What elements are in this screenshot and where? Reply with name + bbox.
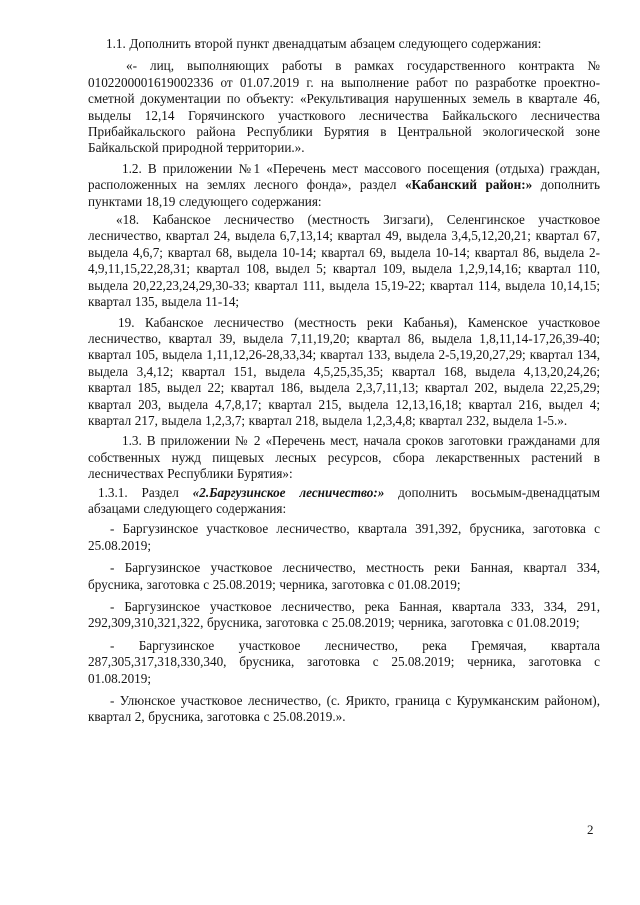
list-item-ulyunskoe: - Улюнское участковое лесничество, (с. Ярикто, граница с Курумканским районом), квартал 2, брусника, заготовка с 25.08.2019.».	[88, 693, 600, 725]
document-body	[88, 36, 600, 726]
paragraph-1-3-1-tail: дополнить восьмым-двенадцатым абзацами следующего содержания:	[88, 484, 601, 516]
list-item-barguzinskoe-3: - Баргузинское участковое лесничество, река Банная, квартала 333, 334, 291, 292,309,310,321,322, брусника, заготовка с 25.08.2019; черника, заготовка с 01.08.2019;	[88, 599, 600, 631]
paragraph-item-19: 19. Кабанское лесничество (местность реки Кабанья), Каменское участковое лесничество, квартал 39, выдела 7,11,19,20; квартал 86, выдела 1,8,11,14-17,26,39-40; квартал 105, выдела 1,11,12,26-28,33,34; квартал 133, выдела 2-5,19,20,27,29; квартал 134, выдела 3,4,12; квартал 151, выдела 4,5,25,35,35; квартал 168, выдела 4,13,20,24,26; квартал 185, выдел 22; квартал 186, выдела 2,3,7,11,13; квартал 202, выдела 22,25,29; квартал 203, выдела 4,7,8,17; квартал 215, выдела 12,13,16,18; квартал 216, выдел 4; квартал 217, выдела 1,2,3,7; квартал 218, выдела 1,2,3,4,8; квартал 232, выдела 1-5.».	[88, 314, 600, 428]
paragraph-1-1: 1.1. Дополнить второй пункт двенадцатым абзацем следующего содержания:	[106, 36, 542, 51]
paragraph-1-2-lead: 1.2. В приложении №1 «Перечень мест массового посещения (отдыха) граждан, расположенных на землях лесного фонда», раздел	[88, 160, 600, 193]
list-item-barguzinskoe-2: - Баргузинское участковое лесничество, местность реки Банная, квартал 334, брусника, заготовка с 25.08.2019; черника, заготовка с 01.08.2019;	[88, 560, 600, 592]
list-item-barguzinskoe-4: - Баргузинское участковое лесничество, река Гремячая, квартала 287,305,317,318,330,340, брусника, заготовка с 25.08.2019; черника, заготовка с 01.08.2019;	[88, 637, 600, 686]
paragraph-1-2-tail: дополнить пунктами 18,19 следующего содержания:	[88, 177, 600, 209]
paragraph-contract-quote: «- лиц, выполняющих работы в рамках государственного контракта № 0102200001619002336 от 01.07.2019 г. на выполнение работ по разработке проектно-сметной документации по объекту: «Рекультивация нарушенных земель в квартале 46, выделы 12,14 Горячинского участкового лесничества Байкальского лесничества Прибайкальского района Республики Бурятия в Центральной экологической зоне Байкальской природной территории.».	[88, 58, 600, 156]
list-item-barguzinskoe-1: - Баргузинское участковое лесничество, квартала 391,392, брусника, заготовка с 25.08.2019;	[88, 521, 600, 553]
page-number: 2	[587, 822, 594, 837]
paragraph-1-3-1	[88, 485, 600, 518]
paragraph-item-18: «18. Кабанское лесничество (местность Зигзаги), Селенгинское участковое лесничество, квартал 24, выдела 6,7,13,14; квартал 49, выдела 3,4,5,12,20,21; квартал 67, выдела 4,6,7; квартал 68, выдела 10-14; квартал 69, выдела 10-14; квартал 86, выдела 2-4,9,11,15,22,28,31; квартал 108, выдел 5; квартал 109, выдела 1,2,9,14,16; квартал 110, выдела 20,22,23,24,29,30-33; квартал 111, выдела 15,19-22; квартал 114, выдела 10,14,15; квартал 135, выдела 11-14;	[88, 212, 600, 310]
paragraph-1-3: 1.3. В приложении № 2 «Перечень мест, начала сроков заготовки гражданами для собственных нужд пищевых лесных ресурсов, сбора лекарственных растений в лесничествах Республики Бурятия»:	[88, 433, 600, 482]
paragraph-1-2	[88, 161, 600, 210]
section-barguzinskoe-heading: «2.Баргузинское лесничество:»	[192, 484, 385, 500]
section-kabansky-heading: «Кабанский район:»	[404, 177, 533, 193]
paragraph-1-3-1-lead: 1.3.1. Раздел	[98, 484, 193, 500]
